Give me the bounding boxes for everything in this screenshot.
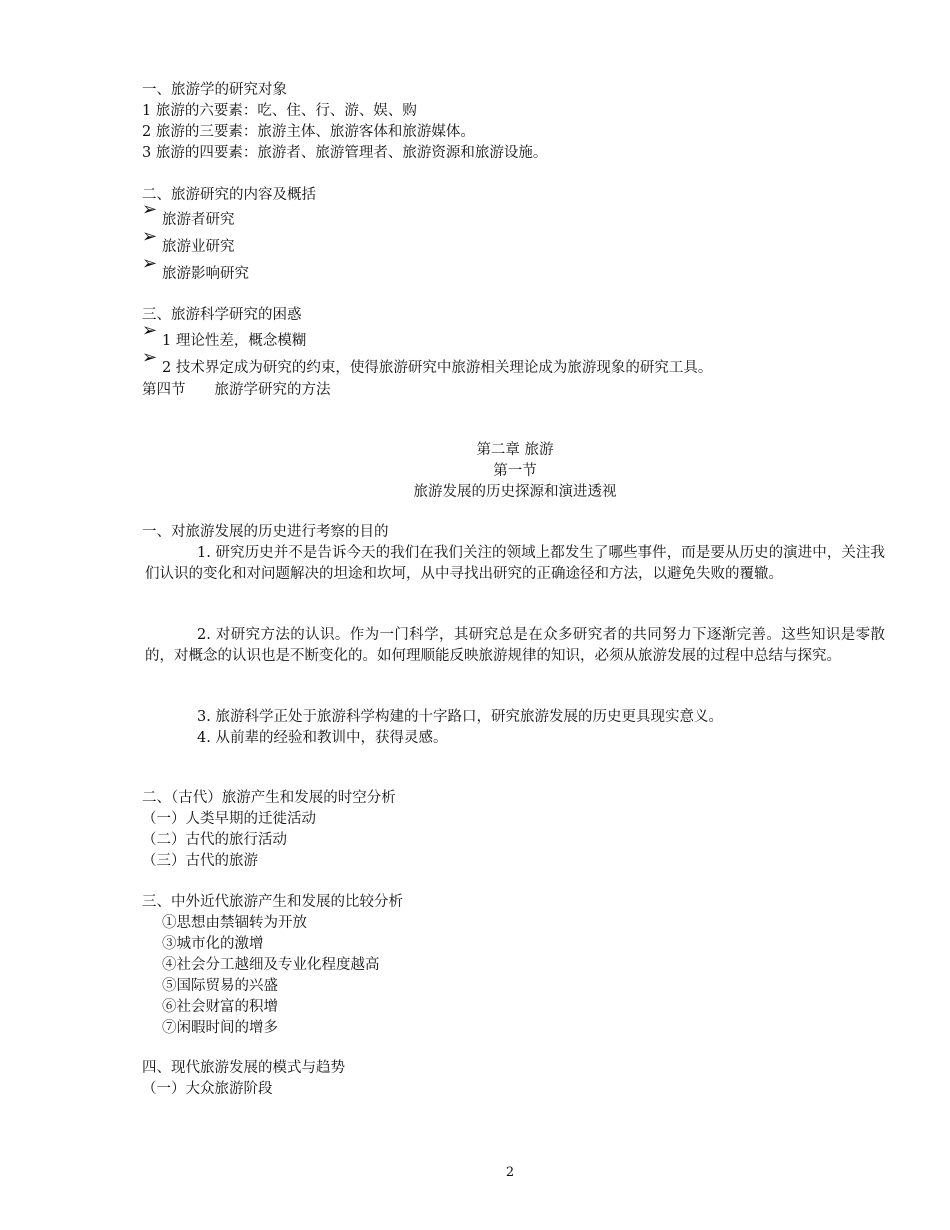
section-heading: 三、中外近代旅游产生和发展的比较分析 xyxy=(142,894,403,910)
bullet-item: 旅游影响研究 xyxy=(162,266,249,282)
list-item: ①思想由禁锢转为开放 xyxy=(162,915,307,931)
section-heading: 二、旅游研究的内容及概括 xyxy=(142,187,316,203)
paragraph: 2. 对研究方法的认识。作为一门科学，其研究总是在众多研究者的共同努力下逐渐完善。这些知识是零散的，对概念的认识也是不断变化的。如何理顺能反映旅游规律的知识，必须从旅游发展的过程中总结与探究。 xyxy=(145,627,885,664)
list-item: 3 旅游的四要素：旅游者、旅游管理者、旅游资源和旅游设施。 xyxy=(142,145,548,161)
list-item: （一）大众旅游阶段 xyxy=(142,1081,273,1097)
list-item: （一）人类早期的迁徙活动 xyxy=(142,811,316,827)
paragraph: 1. 研究历史并不是告诉今天的我们在我们关注的领域上都发生了哪些事件，而是要从历史的演进中，关注我们认识的变化和对问题解决的坦途和坎坷，从中寻找出研究的正确途径和方法，以避免失败的覆辙。 xyxy=(145,545,885,582)
list-item: 2 旅游的三要素：旅游主体、旅游客体和旅游媒体。 xyxy=(142,124,475,140)
arrow-bullet-icon: ➢ xyxy=(142,347,158,368)
bullet-item: 1 理论性差，概念模糊 xyxy=(162,333,307,349)
section-subtitle: 旅游发展的历史探源和演进透视 xyxy=(413,484,617,500)
paragraph: 3. 旅游科学正处于旅游科学构建的十字路口，研究旅游发展的历史更具现实意义。 xyxy=(197,709,723,725)
section-heading: 一、旅游学的研究对象 xyxy=(142,82,287,98)
section-heading: 三、旅游科学研究的困惑 xyxy=(142,307,302,323)
list-item: 1 旅游的六要素：吃、住、行、游、娱、购 xyxy=(142,103,417,119)
arrow-bullet-icon: ➢ xyxy=(142,199,158,220)
arrow-bullet-icon: ➢ xyxy=(142,320,158,341)
section-heading: 第四节 旅游学研究的方法 xyxy=(142,382,331,398)
list-item: ⑥社会财富的积增 xyxy=(162,999,278,1015)
list-item: （三）古代的旅游 xyxy=(142,853,258,869)
section-heading: 二、（古代）旅游产生和发展的时空分析 xyxy=(142,790,396,806)
bullet-item: 旅游者研究 xyxy=(162,212,235,228)
list-item: ⑤国际贸易的兴盛 xyxy=(162,978,278,994)
chapter-title: 第二章 旅游 xyxy=(476,442,554,458)
arrow-bullet-icon: ➢ xyxy=(142,226,158,247)
section-heading: 一、对旅游发展的历史进行考察的目的 xyxy=(142,524,389,540)
list-item: ⑦闲暇时间的增多 xyxy=(162,1020,278,1036)
page-number: 2 xyxy=(505,1165,515,1180)
section-heading: 四、现代旅游发展的模式与趋势 xyxy=(142,1060,345,1076)
list-item: ③城市化的激增 xyxy=(162,936,264,952)
paragraph: 4. 从前辈的经验和教训中，获得灵感。 xyxy=(197,730,448,746)
bullet-item: 旅游业研究 xyxy=(162,239,235,255)
bullet-item: 2 技术界定成为研究的约束，使得旅游研究中旅游相关理论成为旅游现象的研究工具。 xyxy=(162,360,713,376)
section-number: 第一节 xyxy=(493,463,537,479)
list-item: ④社会分工越细及专业化程度越高 xyxy=(162,957,380,973)
list-item: （二）古代的旅行活动 xyxy=(142,832,287,848)
arrow-bullet-icon: ➢ xyxy=(142,253,158,274)
